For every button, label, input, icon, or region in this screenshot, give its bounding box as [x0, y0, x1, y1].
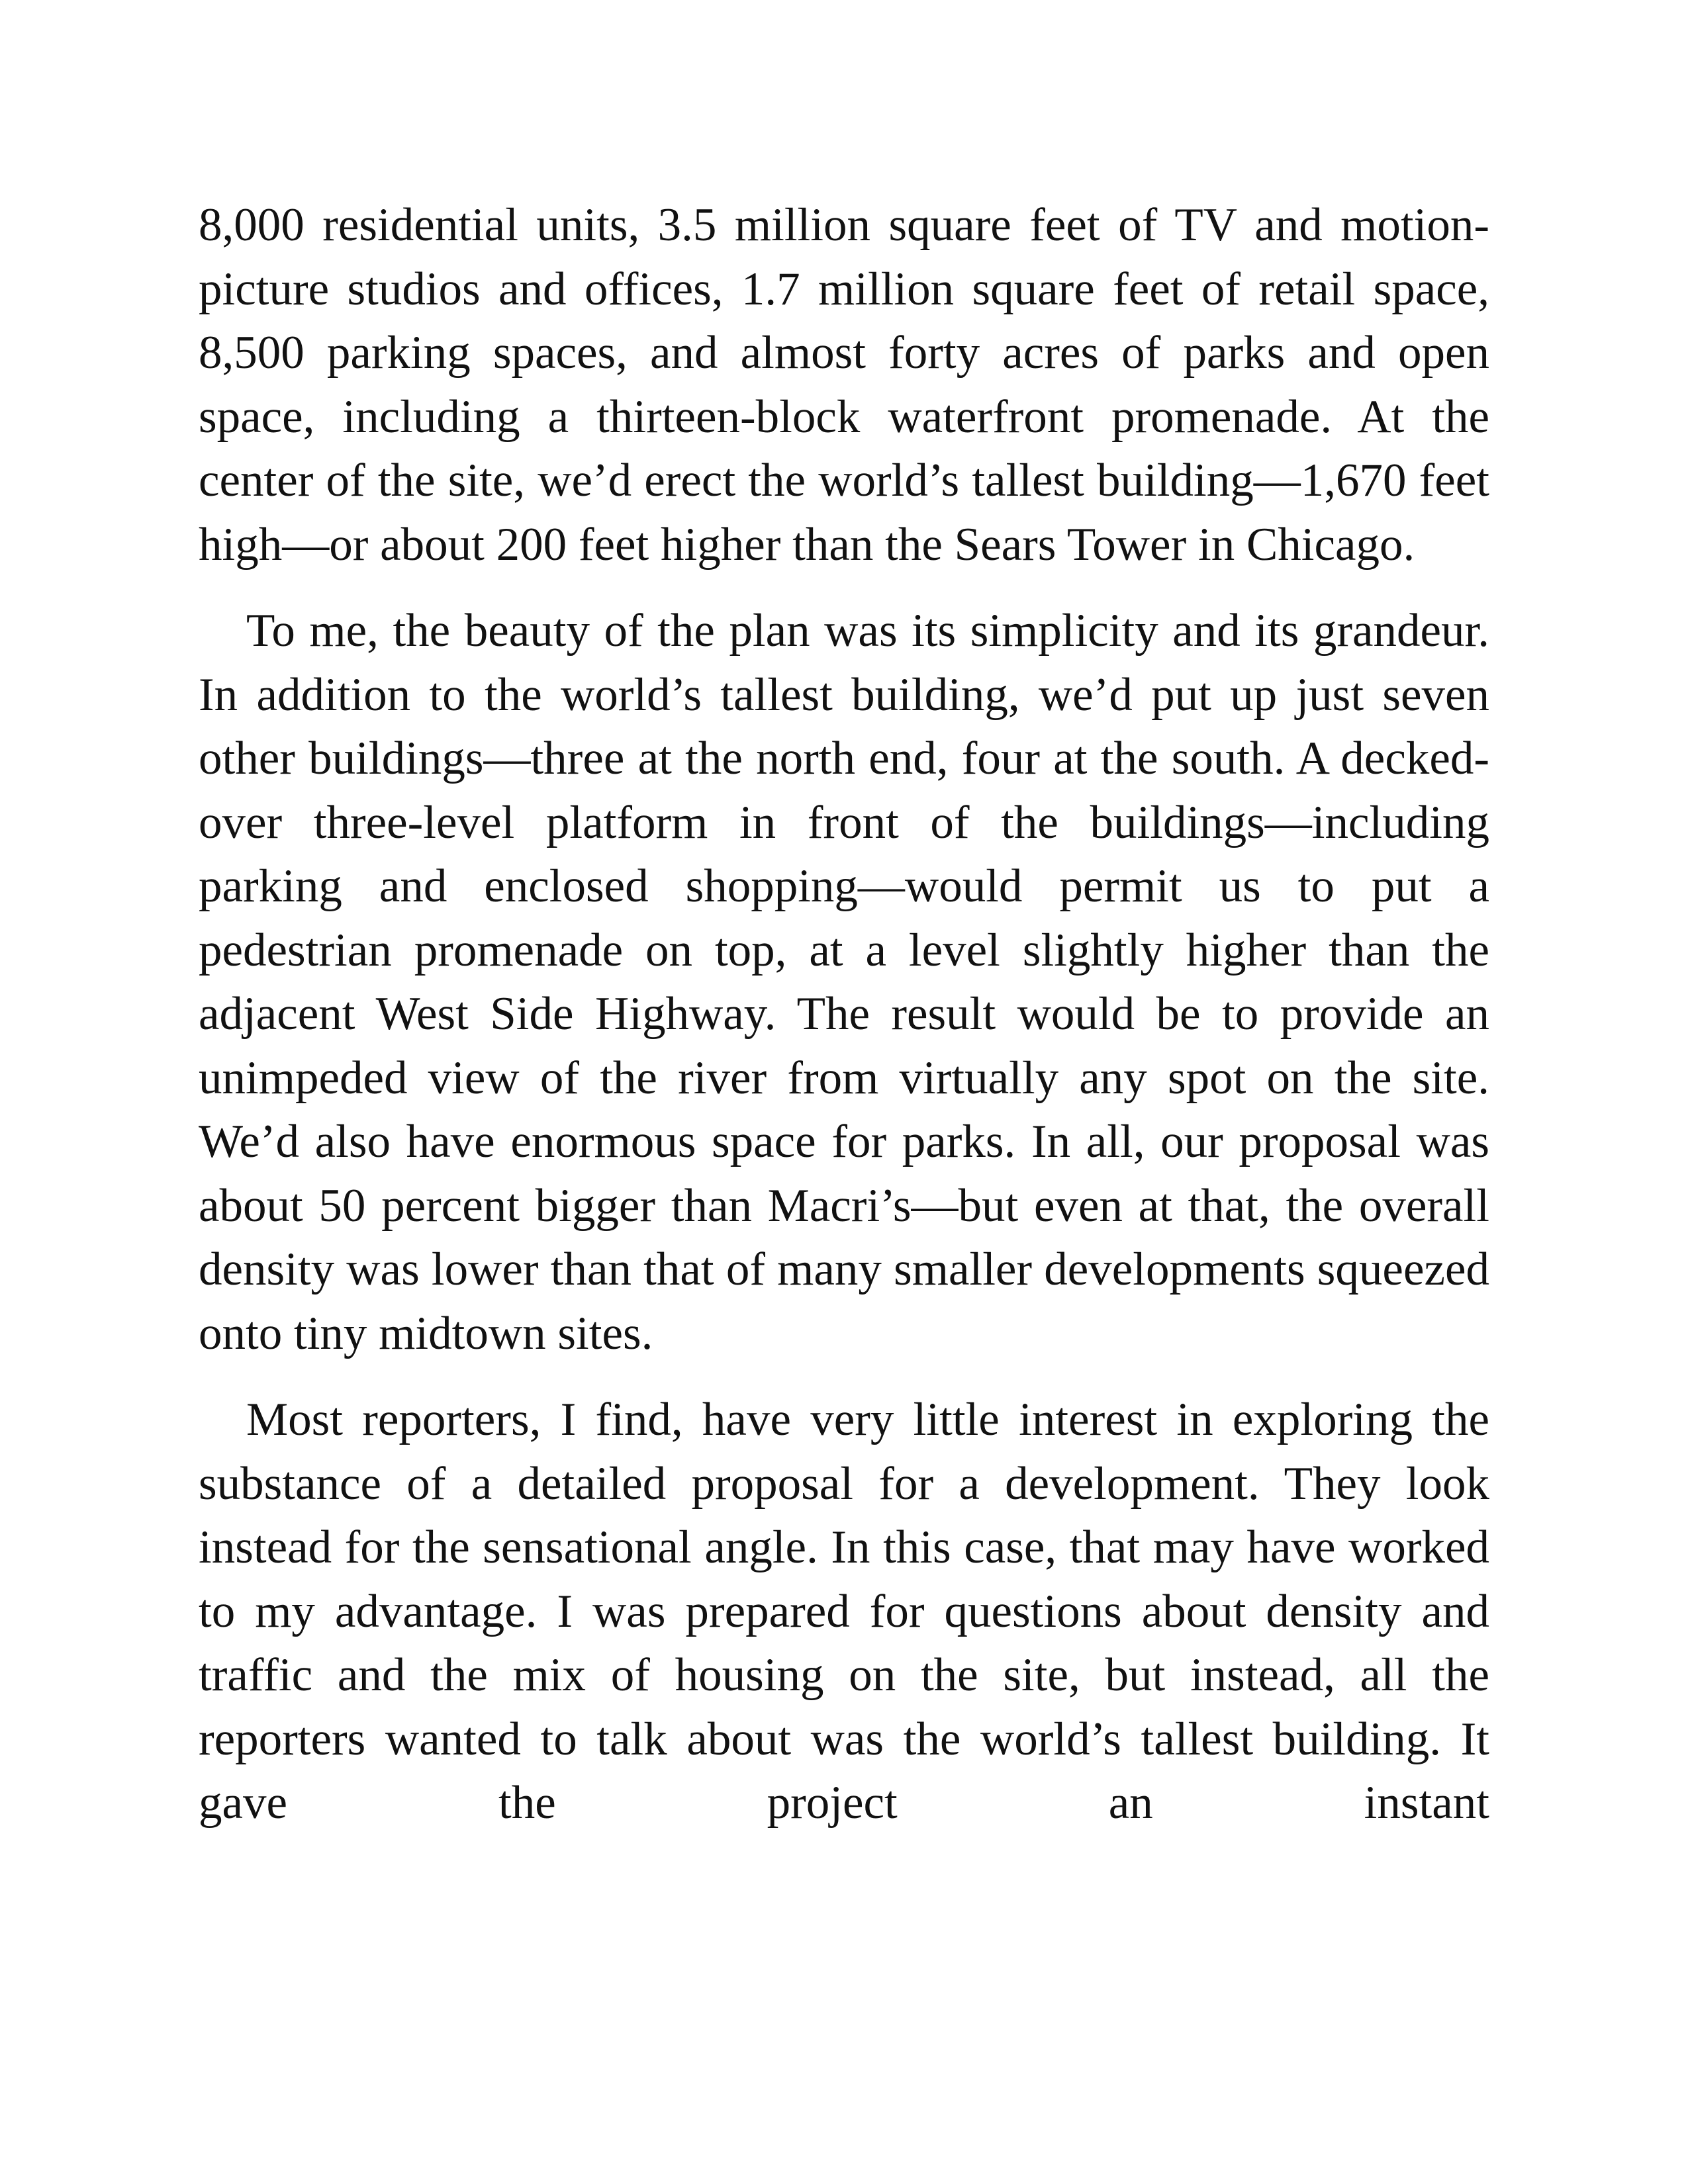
paragraph-1: 8,000 residential units, 3.5 million square feet of TV and motion-picture studios and offices, 1.7 million square feet of retail space, 8,500 parking spaces, and almost forty acres of parks and open space, including a thirteen-block waterfront promenade. At the center of the site, we’d erect the world’s tallest building—1,670 feet high—or about 200 feet higher than the Sears Tower in Chicago. [199, 199, 1489, 570]
body-text [199, 193, 1489, 1835]
paragraph-3: Most reporters, I find, have very little interest in exploring the substance of a detailed proposal for a development. They look instead for the sensational angle. In this case, that may have worked to my advantage. I was prepared for questions about density and traffic and the mix of housing on the site, but instead, all the reporters wanted to talk about was the world’s tallest building. It gave the project an instant [199, 1394, 1489, 1829]
paragraph-2: To me, the beauty of the plan was its simplicity and its grandeur. In addition to the world’s tallest building, we’d put up just seven other buildings—three at the north end, four at the south. A decked-over three-level platform in front of the buildings—including parking and enclosed shopping—would permit us to put a pedestrian promenade on top, at a level slightly higher than the adjacent West Side Highway. The result would be to provide an unimpeded view of the river from virtually any spot on the site. We’d also have enormous space for parks. In all, our proposal was about 50 percent bigger than Macri’s—but even at that, the overall density was lower than that of many smaller developments squeezed onto tiny midtown sites. [199, 605, 1489, 1359]
